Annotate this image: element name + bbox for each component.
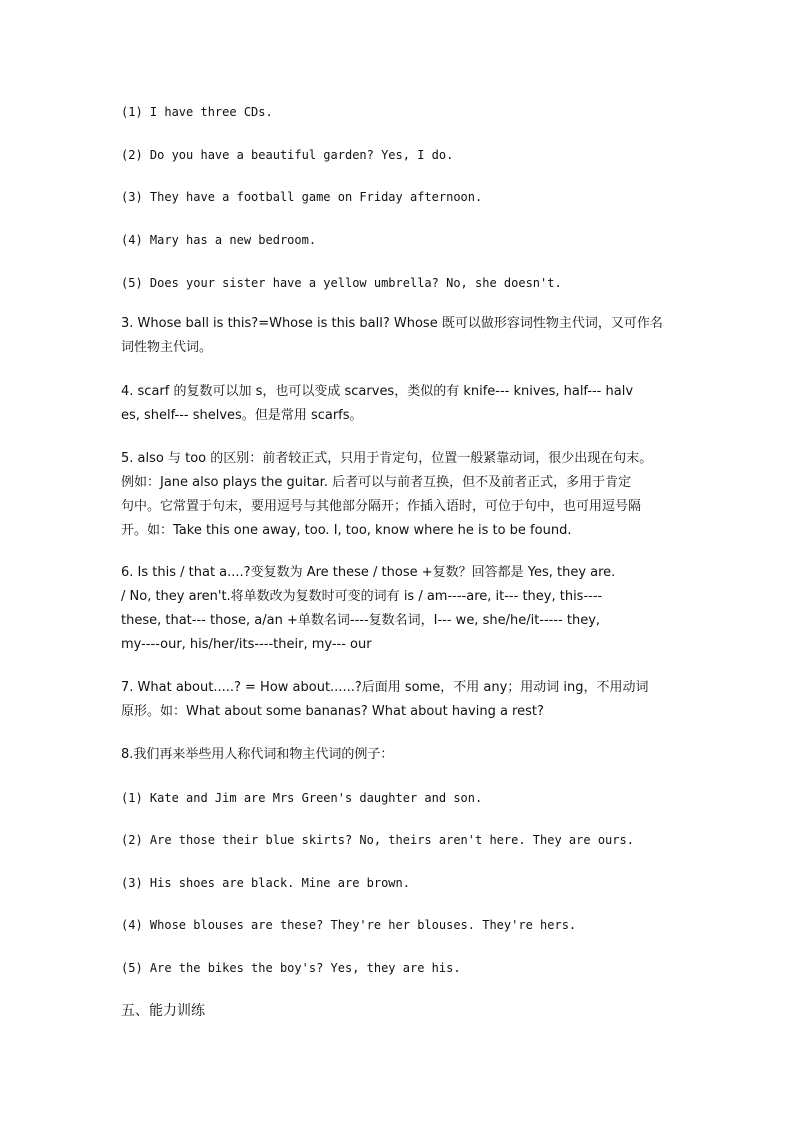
pronoun-example-1: (1) Kate and Jim are Mrs Green's daughter and son. [121,791,483,805]
pronoun-example-4: (4) Whose blouses are these? They're her blouses. They're hers. [121,918,577,932]
note-6-line-4: my----our, his/her/its----their, my--- our [121,637,372,652]
example-sentence-3: (3) They have a football game on Friday afternoon. [121,190,483,204]
note-4-line-2: es, shelf--- shelves。但是常用 scarfs。 [121,408,363,423]
note-4-line-1: 4. scarf 的复数可以加 s，也可以变成 scarves，类似的有 knife--- knives, half--- halv [121,384,634,399]
note-6-line-2: / No, they aren't.将单数改为复数时可变的词有 is / am----are, it--- they, this---- [121,589,603,604]
pronoun-example-3: (3) His shoes are black. Mine are brown. [121,876,410,890]
note-8-heading: 8.我们再来举些用人称代词和物主代词的例子： [121,747,394,762]
example-sentence-4: (4) Mary has a new bedroom. [121,233,317,247]
note-3-line-2: 词性物主代词。 [121,340,213,355]
pronoun-example-5: (5) Are the bikes the boy's? Yes, they are his. [121,961,461,975]
example-sentence-1: (1) I have three CDs. [121,105,273,119]
section-heading-ability-training: 五、能力训练 [121,1003,205,1019]
note-7-line-2: 原形。如：What about some bananas? What about having a rest? [121,704,544,719]
note-5-line-3: 句中。它常置于句末，要用逗号与其他部分隔开；作插入语时，可位于句中，也可用逗号隔 [121,499,642,514]
note-6-line-1: 6. Is this / that a....?变复数为 Are these / those +复数？回答都是 Yes, they are. [121,565,616,580]
note-5-line-1: 5. also 与 too 的区别：前者较正式，只用于肯定句，位置一般紧靠动词，很少出现在句末。 [121,451,653,466]
note-7-line-1: 7. What about.....? = How about......?后面用 some，不用 any；用动词 ing，不用动词 [121,680,649,695]
pronoun-example-2: (2) Are those their blue skirts? No, theirs aren't here. They are ours. [121,833,634,847]
note-6-line-3: these, that--- those, a/an +单数名词----复数名词，I--- we, she/he/it----- they, [121,613,601,628]
note-5-line-4: 开。如：Take this one away, too. I, too, know where he is to be found. [121,523,572,538]
note-5-line-2: 例如：Jane also plays the guitar. 后者可以与前者互换，但不及前者正式，多用于肯定 [121,475,632,490]
example-sentence-5: (5) Does your sister have a yellow umbrella? No, she doesn't. [121,276,562,290]
note-3-line-1: 3. Whose ball is this?=Whose is this ball? Whose 既可以做形容词性物主代词，又可作名 [121,316,663,331]
example-sentence-2: (2) Do you have a beautiful garden? Yes, I do. [121,148,454,162]
